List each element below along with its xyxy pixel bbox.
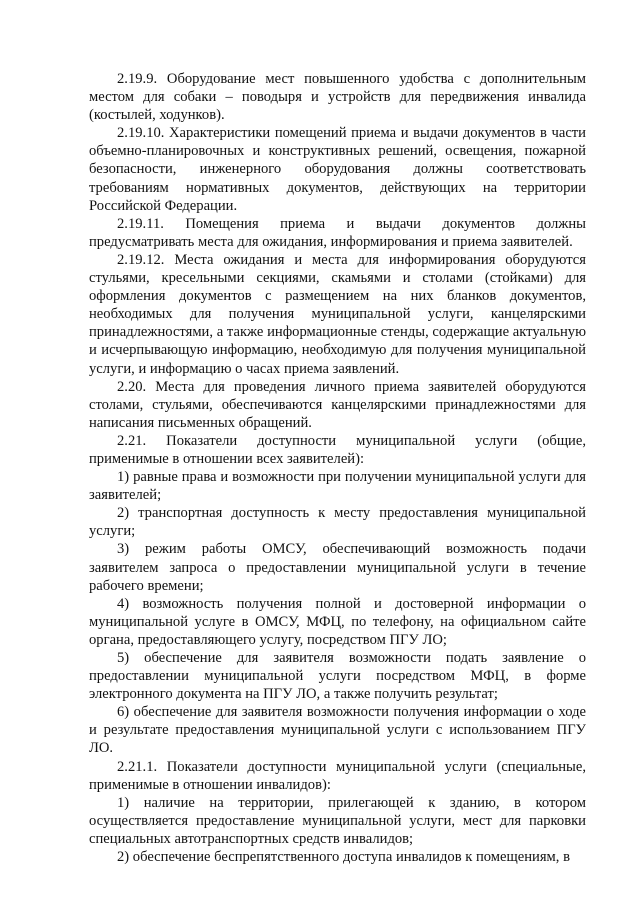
- paragraph-2-19-12: 2.19.12. Места ожидания и места для информирования оборудуются стульями, кресельными секциями, скамьями и столами (стойками) для оформления документов с размещением на них бланков документов, необходимых для получения муниципальной услуги, канцелярскими принадлежностями, а также информационные стенды, содержащие актуальную и исчерпывающую информацию, необходимую для получения муниципальной услуги, и информацию о часах приема заявлений.: [89, 251, 586, 377]
- paragraph-2-19-11: 2.19.11. Помещения приема и выдачи документов должны предусматривать места для ожидания, информирования и приема заявителей.: [89, 215, 586, 250]
- list-item-1: 1) равные права и возможности при получении муниципальной услуги для заявителей;: [89, 469, 586, 504]
- list-item-3: 3) режим работы ОМСУ, обеспечивающий возможность подачи заявителем запроса о предоставлении муниципальной услуги в течение рабочего времени;: [89, 541, 586, 594]
- paragraph-2-20: 2.20. Места для проведения личного приема заявителей оборудуются столами, стульями, обеспечиваются канцелярскими принадлежностями для написания письменных обращений.: [89, 378, 586, 431]
- list-item-5: 5) обеспечение для заявителя возможности подать заявление о предоставлении муниципальной услуги посредством МФЦ, в форме электронного документа на ПГУ ЛО, а также получить результат;: [89, 650, 586, 703]
- list-item-6: 6) обеспечение для заявителя возможности получения информации о ходе и результате предоставления муниципальной услуги с использованием ПГУ ЛО.: [89, 704, 586, 757]
- list-item-2: 2) транспортная доступность к месту предоставления муниципальной услуги;: [89, 505, 586, 540]
- list-item-special-1: 1) наличие на территории, прилегающей к зданию, в котором осуществляется предоставление муниципальной услуги, мест для парковки специальных автотранспортных средств инвалидов;: [89, 794, 586, 847]
- paragraph-2-19-10: 2.19.10. Характеристики помещений приема и выдачи документов в части объемно-планировочных и конструктивных решений, освещения, пожарной безопасности, инженерного оборудования должны соответствовать требованиям нормативных документов, действующих на территории Российской Федерации.: [89, 125, 586, 214]
- list-item-4: 4) возможность получения полной и достоверной информации о муниципальной услуге в ОМСУ, МФЦ, по телефону, на официальном сайте органа, предоставляющего услугу, посредством ПГУ ЛО;: [89, 595, 586, 648]
- paragraph-2-21: 2.21. Показатели доступности муниципальной услуги (общие, применимые в отношении всех заявителей):: [89, 432, 586, 467]
- list-item-special-2: 2) обеспечение беспрепятственного доступа инвалидов к помещениям, в: [117, 849, 570, 866]
- paragraph-2-21-1: 2.21.1. Показатели доступности муниципальной услуги (специальные, применимые в отношении инвалидов):: [89, 758, 586, 793]
- paragraph-2-19-9: 2.19.9. Оборудование мест повышенного удобства с дополнительным местом для собаки – поводыря и устройств для передвижения инвалида (костылей, ходунков).: [89, 71, 586, 124]
- document-page: [89, 70, 586, 866]
